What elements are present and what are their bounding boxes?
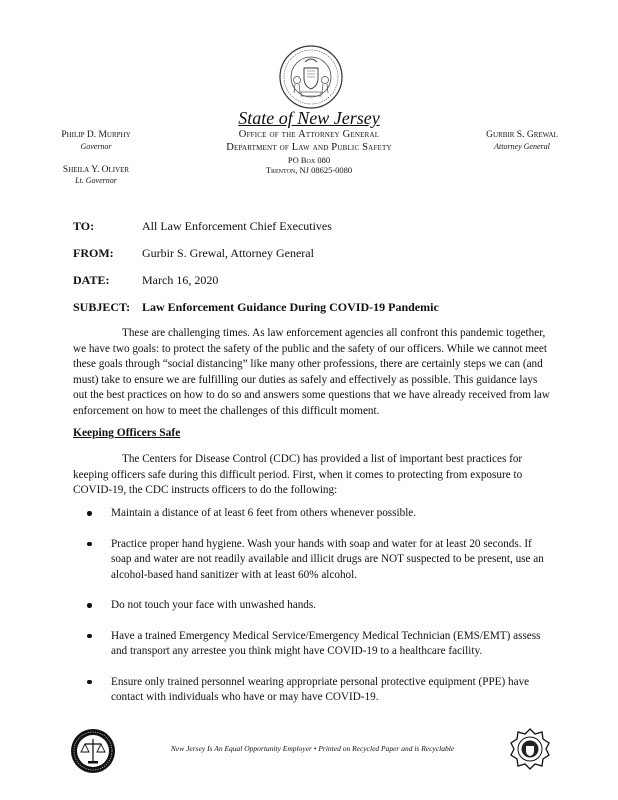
section-heading: Keeping Officers Safe [73,427,181,439]
list-item-text: Ensure only trained personnel wearing appropriate personal protective equipment (PPE) have contact with individuals who have or may have COVID-19. [111,675,530,703]
lt-governor-title: Lt. Governor [75,176,117,185]
nj-state-seal-icon [278,44,344,110]
attorney-general-name: Gurbir S. Grewal [486,130,558,140]
subject-label: SUBJECT: [73,300,131,314]
law-public-safety-badge-icon [509,728,551,770]
office-line-2: Department of Law and Public Safety [226,142,392,153]
intro-paragraph: These are challenging times. As law enforcement agencies all confront this pandemic together, we have two goals: to protect the safety of the public and the safety of our officers. While we cannot meet these goals through “social distancing” like many other professions, there are certainly steps we can (and must) take to ensure we are fulfilling our duties as safely and effectively as possible. This guidance lays out the best practices on how to do so and answers some questions that we have already received from law enforcement on how to meet the challenges of this difficult moment. [73,327,550,417]
list-item [73,506,553,522]
office-line-1: Office of the Attorney General [238,129,380,140]
to-value: All Law Enforcement Chief Executives [142,219,332,233]
lt-governor-name: Sheila Y. Oliver [62,165,130,175]
cdc-guidance-list [73,506,553,721]
subject-value: Law Enforcement Guidance During COVID-19 Pandemic [142,300,439,314]
governor-name: Philip D. Murphy [61,130,131,140]
bullet-icon [87,511,92,516]
date-label: DATE: [73,273,110,287]
list-item-text: Maintain a distance of at least 6 feet from others whenever possible. [111,507,417,519]
list-item-text: Do not touch your face with unwashed hands. [111,599,317,611]
bullet-icon [87,603,92,608]
list-item-text: Have a trained Emergency Medical Service/Emergency Medical Technician (EMS/EMT) assess and transport any arrestee you think might have COVID-19 to a healthcare facility. [111,629,541,657]
from-value: Gurbir S. Grewal, Attorney General [142,246,314,260]
address-line-2: Trenton, NJ 08625-0080 [265,165,353,175]
list-item-text: Practice proper hand hygiene. Wash your hands with soap and water for at least 20 seconds. If soap and water are not readily available and illicit drugs are NOT suspected to be present, use an alcohol-based hand sanitizer with at least 60% alcohol. [111,537,544,581]
address-line-1: PO Box 080 [287,155,331,165]
attorney-general-seal-icon [70,728,116,774]
footer-text: New Jersey Is An Equal Opportunity Employer • Printed on Recycled Paper and is Recyclable [170,744,455,753]
list-item [73,675,553,706]
bullet-icon [87,542,92,547]
list-item [73,537,553,584]
bullet-icon [87,634,92,639]
list-item [73,629,553,660]
bullet-icon [87,680,92,685]
from-label: FROM: [73,246,114,260]
state-title: State of New Jersey [238,108,380,128]
attorney-general-title: Attorney General [494,142,550,151]
list-item [73,598,553,614]
cdc-paragraph: The Centers for Disease Control (CDC) has provided a list of important best practices for keeping officers safe during this difficult period. First, when it comes to protecting from exposure to COVID-19, the CDC instructs officers to do the following: [73,453,523,496]
to-label: TO: [73,219,95,233]
governor-title: Governor [80,142,112,151]
date-value: March 16, 2020 [142,273,219,287]
